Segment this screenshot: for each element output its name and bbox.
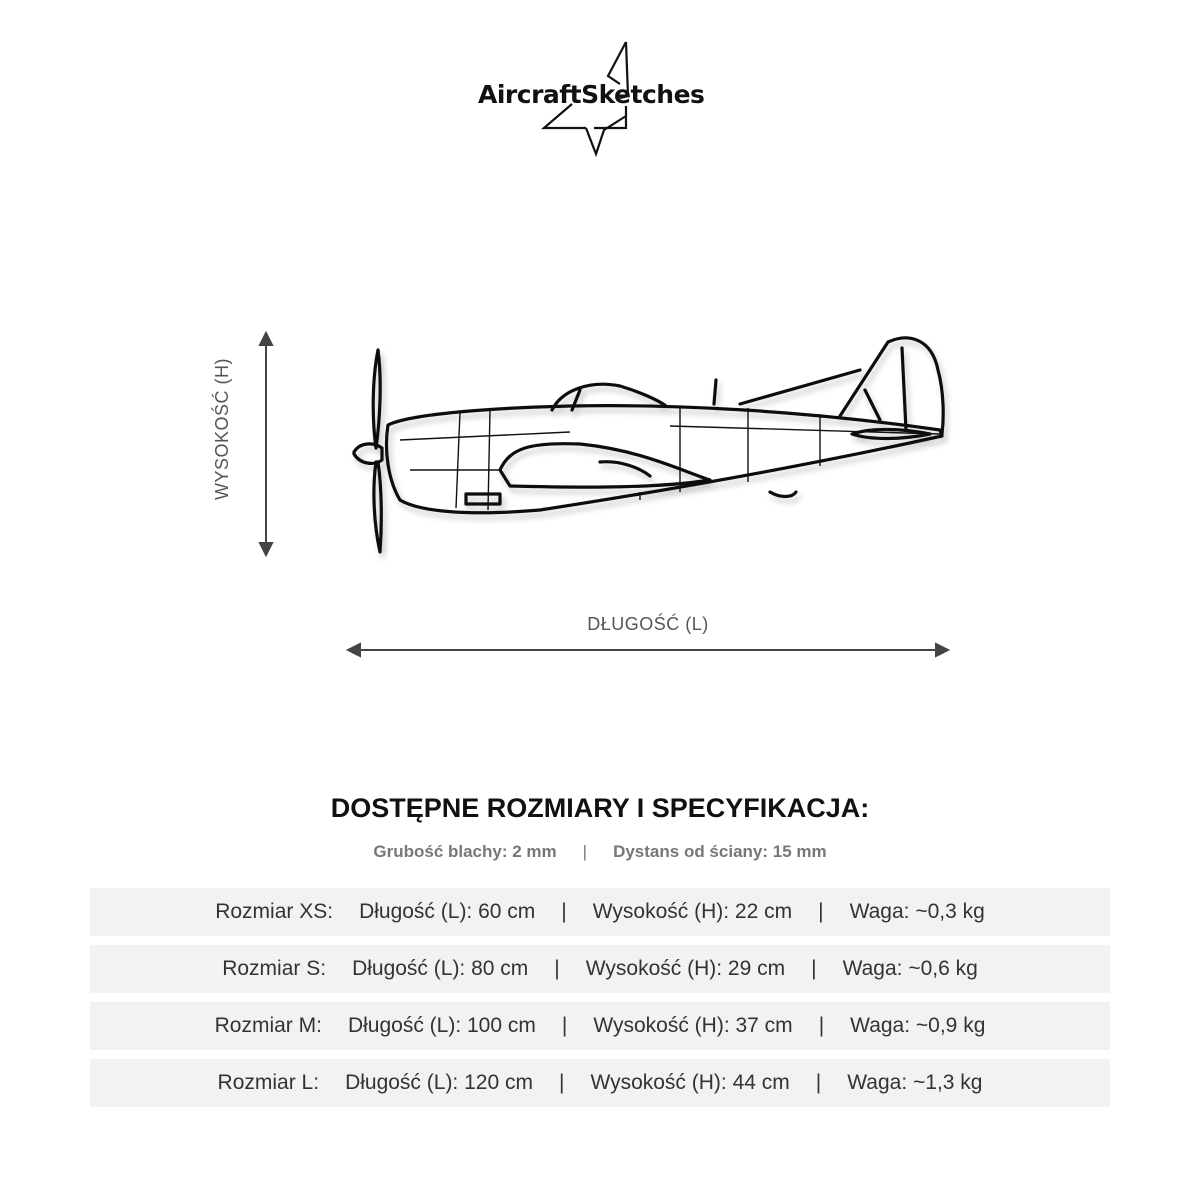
aircraft-icon xyxy=(340,330,960,570)
separator: | xyxy=(561,1014,568,1037)
size-height: Wysokość (H): 22 cm xyxy=(592,900,793,923)
aircraft-silhouette xyxy=(340,330,960,575)
distance-spec: Dystans od ściany: 15 mm xyxy=(613,842,827,861)
size-weight: Waga: ~0,9 kg xyxy=(850,1014,986,1037)
size-name: Rozmiar M: xyxy=(214,1014,322,1037)
height-label: WYSOKOŚĆ (H) xyxy=(212,357,232,500)
size-name: Rozmiar S: xyxy=(222,957,327,980)
size-row-xs xyxy=(90,888,1110,936)
size-height: Wysokość (H): 44 cm xyxy=(590,1071,790,1094)
size-weight: Waga: ~0,6 kg xyxy=(842,957,978,980)
separator: | xyxy=(811,957,817,980)
size-weight: Waga: ~1,3 kg xyxy=(847,1071,983,1094)
size-name: Rozmiar XS: xyxy=(215,900,334,923)
separator: | xyxy=(582,842,588,861)
brand-name: AircraftSketches xyxy=(478,80,705,109)
separator: | xyxy=(561,900,567,923)
size-name: Rozmiar L: xyxy=(217,1071,320,1094)
size-height: Wysokość (H): 29 cm xyxy=(585,957,786,980)
size-row-m xyxy=(90,1002,1110,1050)
size-length: Długość (L): 60 cm xyxy=(359,900,536,923)
separator: | xyxy=(558,1071,565,1094)
separator: | xyxy=(818,1014,825,1037)
size-row-s xyxy=(90,945,1110,993)
thickness-spec: Grubość blachy: 2 mm xyxy=(373,842,557,861)
size-height: Wysokość (H): 37 cm xyxy=(593,1014,793,1037)
size-length: Długość (L): 100 cm xyxy=(347,1014,536,1037)
spec-title: DOSTĘPNE ROZMIARY I SPECYFIKACJA: xyxy=(330,793,870,823)
separator: | xyxy=(818,900,824,923)
length-label: DŁUGOŚĆ (L) xyxy=(587,614,709,634)
size-weight: Waga: ~0,3 kg xyxy=(849,900,985,923)
separator: | xyxy=(815,1071,822,1094)
separator: | xyxy=(554,957,560,980)
size-length: Długość (L): 120 cm xyxy=(345,1071,533,1094)
size-row-l xyxy=(90,1059,1110,1107)
size-length: Długość (L): 80 cm xyxy=(352,957,529,980)
spec-subtitle xyxy=(0,842,1200,862)
